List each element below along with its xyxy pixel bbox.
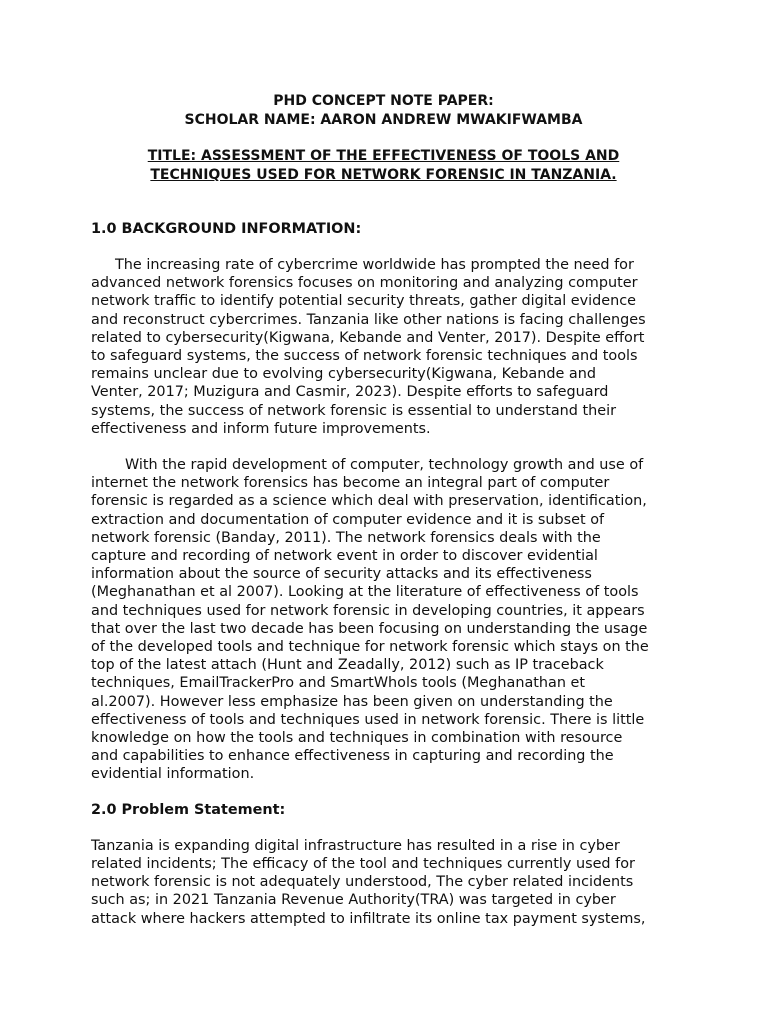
- text-line: forensic is regarded as a science which deal with preservation, identification,: [91, 493, 647, 510]
- text-line: effectiveness of tools and techniques used in network forensic. There is little: [91, 711, 645, 728]
- document-page: [91, 92, 676, 928]
- text-line: related incidents; The efficacy of the tool and techniques currently used for: [91, 855, 635, 872]
- section-heading-background: 1.0 BACKGROUND INFORMATION:: [91, 221, 362, 237]
- text-line: extraction and documentation of computer evidence and it is subset of: [91, 511, 605, 528]
- text-line: top of the latest attach (Hunt and Zeadally, 2012) such as IP traceback: [91, 657, 604, 674]
- header-paper-type: PHD CONCEPT NOTE PAPER:: [273, 93, 494, 109]
- text-line: effectiveness and inform future improvements.: [91, 420, 431, 437]
- section-heading-problem-statement: 2.0 Problem Statement:: [91, 801, 286, 818]
- text-line: systems, the success of network forensic is essential to understand their: [91, 402, 617, 419]
- text-line: that over the last two decade has been focusing on understanding the usage: [91, 620, 648, 637]
- title-line-2: TECHNIQUES USED FOR NETWORK FORENSIC IN TANZANIA.: [150, 167, 617, 183]
- text-line: capture and recording of network event in order to discover evidential: [91, 548, 598, 565]
- text-line: and reconstruct cybercrimes. Tanzania like other nations is facing challenges: [91, 311, 646, 328]
- text-line: al.2007). However less emphasize has been given on understanding the: [91, 693, 613, 710]
- text-line: advanced network forensics focuses on monitoring and analyzing computer: [91, 275, 638, 292]
- title-line-1: TITLE: ASSESSMENT OF THE EFFECTIVENESS OF TOOLS AND: [147, 148, 620, 164]
- text-line: related to cybersecurity(Kigwana, Kebande and Venter, 2017). Despite effort: [91, 329, 645, 346]
- text-line: information about the source of security attacks and its effectiveness: [91, 566, 592, 583]
- text-line: of the developed tools and technique for network forensic which stays on the: [91, 639, 649, 656]
- text-line: techniques, EmailTrackerPro and SmartWhols tools (Meghanathan et: [91, 675, 586, 692]
- text-line: network forensic is not adequately understood, The cyber related incidents: [91, 874, 634, 891]
- document-title: [91, 147, 676, 185]
- problem-paragraph-1: [91, 837, 676, 928]
- text-line: (Meghanathan et al 2007). Looking at the literature of effectiveness of tools: [91, 584, 639, 601]
- text-line: to safeguard systems, the success of network forensic techniques and tools: [91, 348, 638, 365]
- text-line: such as; in 2021 Tanzania Revenue Authority(TRA) was targeted in cyber: [91, 892, 616, 909]
- text-line: and capabilities to enhance effectiveness in capturing and recording the: [91, 748, 614, 765]
- text-line: evidential information.: [91, 766, 255, 783]
- text-line: remains unclear due to evolving cybersecurity(Kigwana, Kebande and: [91, 366, 596, 383]
- text-line: With the rapid development of computer, technology growth and use of: [125, 457, 644, 474]
- text-line: Venter, 2017; Muzigura and Casmir, 2023). Despite efforts to safeguard: [91, 384, 609, 401]
- text-line: internet the network forensics has become an integral part of computer: [91, 475, 610, 492]
- text-line: The increasing rate of cybercrime worldwide has prompted the need for: [115, 257, 634, 273]
- text-line: knowledge on how the tools and techniques in combination with resource: [91, 730, 623, 747]
- text-line: network traffic to identify potential security threats, gather digital evidence: [91, 293, 637, 310]
- background-paragraph-1: [91, 256, 676, 438]
- document-header: [91, 92, 676, 130]
- text-line: Tanzania is expanding digital infrastructure has resulted in a rise in cyber: [91, 837, 620, 854]
- background-paragraph-2: [91, 456, 676, 784]
- text-line: network forensic (Banday, 2011). The network forensics deals with the: [91, 529, 601, 546]
- text-line: and techniques used for network forensic in developing countries, it appears: [91, 602, 645, 619]
- header-scholar-name: SCHOLAR NAME: AARON ANDREW MWAKIFWAMBA: [184, 112, 583, 128]
- text-line: attack where hackers attempted to infiltrate its online tax payment systems,: [91, 910, 646, 927]
